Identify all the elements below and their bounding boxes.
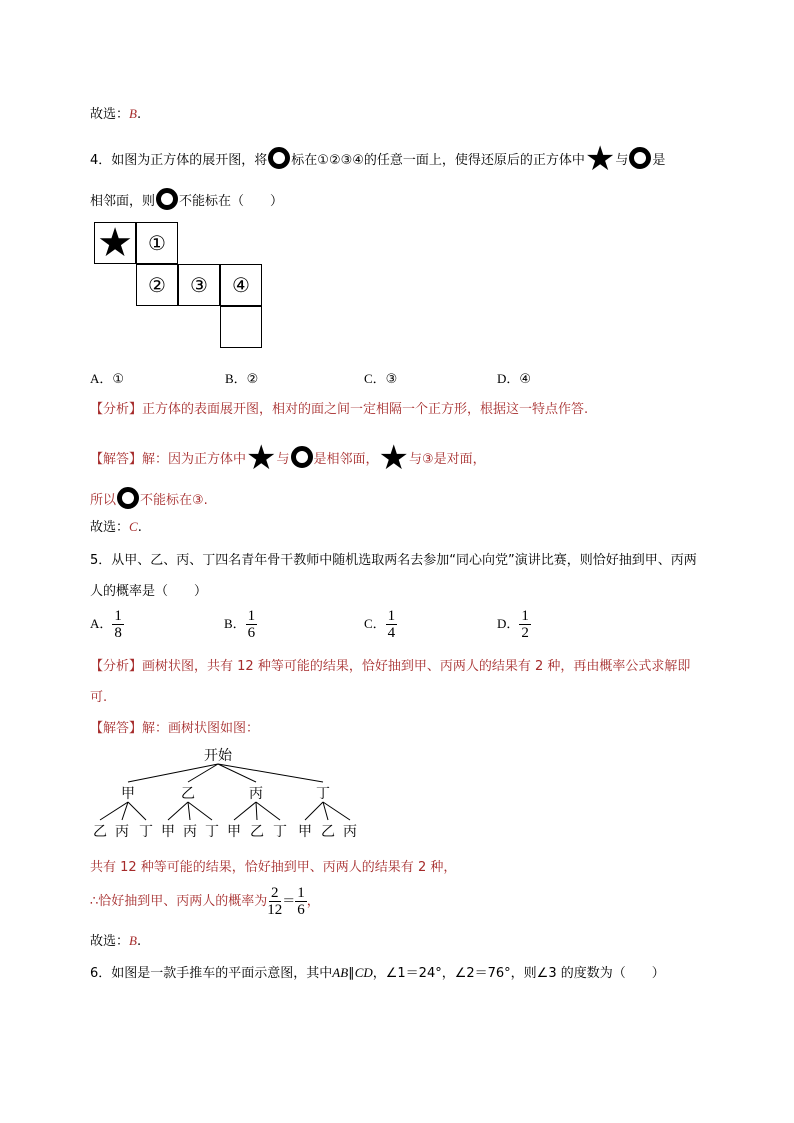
tree-leaf: 乙: [250, 824, 264, 840]
tree-leaf: 乙: [93, 824, 107, 840]
denominator: 8: [114, 625, 122, 641]
option-letter: B．: [224, 616, 246, 631]
q4-option-b[interactable]: [225, 368, 258, 387]
tree-diagram: [88, 746, 388, 846]
tree-root: 开始: [204, 748, 232, 764]
option-value: ④: [519, 372, 532, 387]
option-value: ②: [246, 372, 259, 387]
fraction: [267, 885, 282, 918]
star-icon: ★: [378, 438, 410, 478]
equals-sign: ＝: [282, 894, 296, 909]
numerator: 1: [387, 608, 396, 624]
stem-text: 标在①②③④的任意一面上，使得还原后的正方体中: [291, 153, 585, 168]
q5-analysis-line1: [90, 655, 690, 674]
option-letter: B．: [225, 371, 247, 386]
fraction: [112, 608, 124, 641]
q5-stem-line1: [90, 549, 697, 568]
option-letter: C．: [364, 616, 386, 631]
q5-result-line2: [90, 885, 320, 918]
denominator: 12: [267, 902, 283, 918]
option-letter: D．: [497, 616, 520, 631]
fraction: [386, 608, 398, 641]
analysis-text: 正方体的表面展开图，相对的面之间一定相隔一个正方形，根据这一特点作答.: [142, 402, 589, 417]
stem-text: 从甲、乙、丙、丁四名青年骨干教师中随机选取两名去参加“同心向党”演讲比赛，则恰好抽到甲、丙两: [111, 553, 697, 568]
fraction: [246, 608, 258, 641]
tree-leaf: 丙: [183, 824, 197, 840]
ring-icon: [291, 446, 313, 468]
tree-leaf: 丙: [343, 824, 357, 840]
solution-text: 与: [276, 452, 290, 467]
q5-option-a[interactable]: [90, 608, 124, 641]
face-label: ①: [148, 231, 166, 255]
stem-text: 相邻面，则: [90, 194, 156, 209]
face-label: ④: [232, 273, 250, 297]
tree-leaf: 丁: [205, 824, 219, 840]
q3-conclusion: [90, 103, 141, 122]
choose-prefix: 故选：: [90, 934, 130, 949]
q5-option-b[interactable]: [224, 608, 257, 641]
solution-tag: 【解答】: [90, 721, 143, 736]
question-number: 4．: [90, 153, 112, 168]
stem-text: ，∠1＝24°，∠2＝76°，则∠3 的度数为（ ）: [372, 966, 665, 981]
denominator: 6: [247, 625, 256, 641]
choose-answer: B: [129, 106, 137, 121]
result-text: ∴恰好抽到甲、丙两人的概率为: [90, 894, 268, 909]
q5-option-c[interactable]: [364, 608, 397, 641]
q4-stem-line1: [90, 139, 666, 179]
q5-stem-line2: [90, 580, 207, 599]
tree-leaf: 甲: [227, 824, 241, 840]
star-icon: ★: [246, 438, 277, 478]
analysis-text: 画树状图，共有 12 种等可能的结果，恰好抽到甲、丙两人的结果有 2 种，再由概率公式求解即: [142, 659, 691, 674]
stem-text: 是: [652, 153, 666, 168]
q5-result-line1: [90, 856, 456, 875]
q4-solution-line1: [90, 438, 486, 478]
option-letter: A．: [90, 616, 113, 631]
ring-icon: [156, 188, 178, 210]
solution-text: 解：因为正方体中: [142, 452, 247, 467]
q4-option-d[interactable]: [497, 368, 531, 387]
option-value: ③: [385, 372, 398, 387]
stem-text: 与: [615, 153, 629, 168]
tree-node: 乙: [181, 786, 195, 802]
choose-end: .: [137, 520, 142, 535]
result-text: 共有 12 种等可能的结果，恰好抽到甲、丙两人的结果有 2 种，: [90, 860, 457, 875]
solution-text: 所以: [90, 493, 117, 508]
tree-leaf: 丙: [115, 824, 129, 840]
net-face-2: [136, 264, 178, 306]
q4-conclusion: [90, 516, 142, 535]
tree-leaf: 甲: [298, 824, 312, 840]
net-face-4: [220, 264, 262, 306]
net-face-blank: [220, 306, 262, 348]
face-label: ②: [148, 273, 166, 297]
choose-prefix: 故选：: [90, 107, 130, 122]
numerator: 1: [521, 608, 529, 624]
net-face-3: [178, 264, 220, 306]
numerator: 1: [114, 608, 122, 624]
denominator: 4: [387, 625, 396, 641]
ring-icon: [117, 487, 139, 509]
q5-conclusion: [90, 930, 141, 949]
option-letter: D．: [497, 371, 520, 386]
result-end: ，: [306, 894, 320, 909]
question-number: 5．: [90, 553, 112, 568]
denominator: 2: [521, 625, 529, 641]
analysis-tag: 【分析】: [90, 659, 143, 674]
q4-option-c[interactable]: [364, 368, 397, 387]
analysis-tag: 【分析】: [90, 402, 143, 417]
choose-answer: C: [129, 519, 138, 534]
star-icon: ★: [584, 139, 616, 179]
stem-text: 如图是一款手推车的平面示意图，其中: [111, 966, 333, 981]
solution-text: 不能标在③.: [140, 493, 208, 508]
tree-node: 丁: [316, 786, 330, 802]
q4-option-a[interactable]: [90, 368, 124, 387]
q5-solution-line1: [90, 717, 259, 736]
numerator: 1: [247, 608, 256, 624]
stem-text: 如图为正方体的展开图，将: [111, 153, 268, 168]
segment-ab: AB: [332, 965, 349, 980]
q5-option-d[interactable]: [497, 608, 531, 641]
numerator: 1: [297, 885, 305, 901]
tree-node: 甲: [121, 786, 135, 802]
face-label: ③: [190, 273, 208, 297]
choose-end: .: [136, 934, 142, 949]
parallel-symbol: ∥: [348, 966, 355, 981]
stem-text: 人的概率是（ ）: [90, 584, 208, 599]
q5-analysis-line2: [90, 686, 107, 705]
fraction: [519, 608, 531, 641]
question-number: 6．: [90, 966, 112, 981]
ring-icon: [268, 147, 290, 169]
segment-cd: CD: [354, 965, 373, 980]
option-letter: A．: [90, 371, 113, 386]
analysis-text: 可.: [90, 690, 108, 705]
fraction: [295, 885, 307, 918]
q4-stem-line2: [90, 188, 283, 210]
numerator: 2: [271, 885, 279, 901]
denominator: 6: [297, 902, 305, 918]
ring-icon: [629, 147, 651, 169]
choose-prefix: 故选：: [90, 520, 130, 535]
net-face-1: [136, 222, 178, 264]
tree-leaf: 丁: [273, 824, 287, 840]
net-star-face: [94, 222, 136, 264]
solution-tag: 【解答】: [90, 452, 143, 467]
option-value: ①: [112, 372, 125, 387]
q4-solution-line2: [90, 487, 208, 509]
solution-text: 与③是对面，: [409, 452, 486, 467]
solution-text: 是相邻面，: [313, 452, 379, 467]
tree-node: 丙: [249, 786, 263, 802]
stem-text: 不能标在（ ）: [179, 194, 284, 209]
option-letter: C．: [364, 371, 386, 386]
solution-text: 解：画树状图如图：: [142, 721, 260, 736]
tree-leaf: 丁: [139, 824, 153, 840]
q6-stem: [90, 962, 665, 981]
choose-answer: B: [129, 933, 137, 948]
tree-leaf: 乙: [321, 824, 335, 840]
choose-end: .: [136, 107, 142, 122]
tree-leaf: 甲: [161, 824, 175, 840]
q4-analysis: [90, 398, 588, 417]
star-icon: ★: [97, 220, 133, 266]
